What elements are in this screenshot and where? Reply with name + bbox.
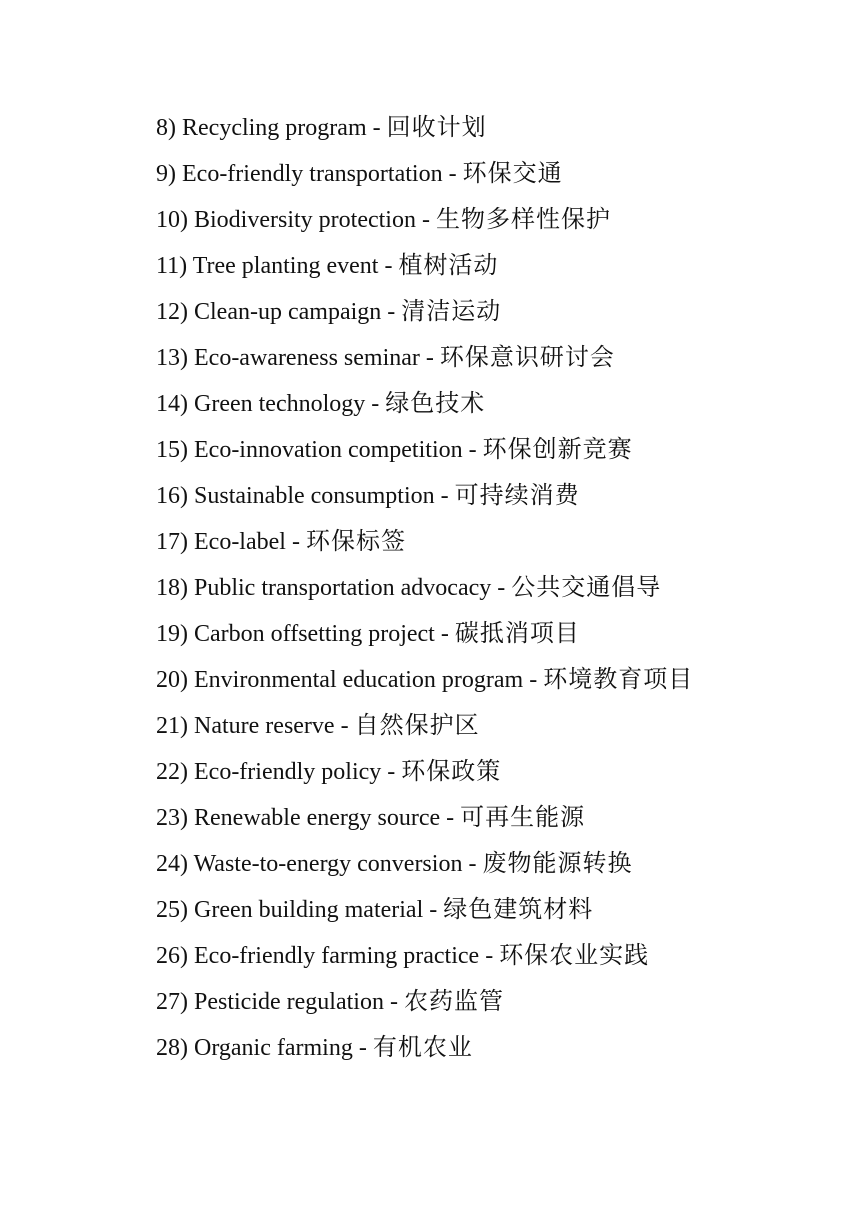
item-english: Tree planting event — [192, 253, 379, 279]
item-separator: - — [462, 851, 483, 877]
item-separator: - — [491, 575, 512, 601]
item-english: Sustainable consumption — [194, 483, 435, 509]
list-item — [133, 243, 733, 289]
item-chinese: 环保创新竞赛 — [482, 435, 633, 463]
list-item — [133, 1025, 733, 1071]
item-separator: - — [523, 667, 544, 693]
item-number: 20) — [156, 667, 188, 693]
item-english: Environmental education program — [194, 667, 524, 693]
item-number: 14) — [156, 391, 188, 417]
list-item — [133, 657, 733, 703]
item-english: Eco-friendly transportation — [182, 161, 443, 187]
item-english: Green building material — [194, 897, 424, 923]
list-item — [133, 335, 733, 381]
item-english: Recycling program — [182, 115, 367, 141]
item-chinese: 可持续消费 — [454, 481, 580, 509]
item-chinese: 环保意识研讨会 — [439, 343, 615, 371]
item-separator: - — [440, 805, 461, 831]
item-number: 8) — [156, 115, 176, 141]
item-separator: - — [366, 115, 387, 141]
item-separator: - — [352, 1035, 373, 1061]
list-item — [133, 749, 733, 795]
item-separator: - — [365, 391, 386, 417]
list-item — [133, 427, 733, 473]
item-separator: - — [479, 943, 500, 969]
item-separator: - — [415, 207, 436, 233]
item-english: Organic farming — [194, 1035, 353, 1061]
item-chinese: 绿色技术 — [385, 389, 486, 417]
item-chinese: 环保标签 — [305, 527, 406, 555]
list-item — [133, 703, 733, 749]
item-chinese: 清洁运动 — [401, 297, 502, 325]
item-number: 24) — [156, 851, 188, 877]
item-separator: - — [381, 299, 402, 325]
item-separator: - — [381, 759, 402, 785]
item-number: 10) — [156, 207, 188, 233]
item-number: 15) — [156, 437, 188, 463]
item-chinese: 环境教育项目 — [543, 665, 694, 693]
list-item — [133, 197, 733, 243]
item-english: Eco-awareness seminar — [194, 345, 420, 371]
list-item — [133, 519, 733, 565]
list-item — [133, 795, 733, 841]
list-item — [133, 933, 733, 979]
item-english: Eco-friendly farming practice — [194, 943, 480, 969]
item-english: Renewable energy source — [194, 805, 441, 831]
item-english: Eco-friendly policy — [194, 759, 382, 785]
item-number: 13) — [156, 345, 188, 371]
item-chinese: 环保农业实践 — [499, 941, 650, 969]
list-item — [133, 611, 733, 657]
item-chinese: 生物多样性保护 — [435, 205, 611, 233]
item-chinese: 有机农业 — [372, 1033, 473, 1061]
list-item — [133, 473, 733, 519]
list-item — [133, 381, 733, 427]
item-english: Nature reserve — [194, 713, 335, 739]
item-chinese: 公共交通倡导 — [511, 573, 662, 601]
list-item — [133, 841, 733, 887]
item-chinese: 绿色建筑材料 — [443, 895, 594, 923]
item-number: 26) — [156, 943, 188, 969]
item-number: 18) — [156, 575, 188, 601]
item-english: Pesticide regulation — [194, 989, 384, 1015]
item-separator: - — [334, 713, 355, 739]
item-chinese: 环保政策 — [401, 757, 502, 785]
item-separator: - — [378, 253, 399, 279]
item-separator: - — [423, 897, 444, 923]
item-number: 23) — [156, 805, 188, 831]
item-separator: - — [419, 345, 440, 371]
list-item — [133, 151, 733, 197]
item-separator: - — [434, 483, 455, 509]
item-separator: - — [285, 529, 306, 555]
item-english: Public transportation advocacy — [194, 575, 492, 601]
item-english: Eco-label — [194, 529, 286, 555]
item-separator: - — [442, 161, 463, 187]
item-english: Carbon offsetting project — [194, 621, 435, 647]
item-chinese: 农药监管 — [403, 987, 504, 1015]
item-number: 11) — [156, 253, 188, 279]
item-chinese: 回收计划 — [386, 113, 487, 141]
item-number: 22) — [156, 759, 188, 785]
item-english: Clean-up campaign — [194, 299, 382, 325]
item-english: Green technology — [194, 391, 366, 417]
item-number: 16) — [156, 483, 188, 509]
vocabulary-list — [133, 105, 733, 1071]
item-english: Eco-innovation competition — [194, 437, 463, 463]
item-separator: - — [383, 989, 404, 1015]
item-chinese: 碳抵消项目 — [454, 619, 580, 647]
item-chinese: 废物能源转换 — [482, 849, 633, 877]
item-number: 27) — [156, 989, 188, 1015]
item-number: 25) — [156, 897, 188, 923]
item-number: 17) — [156, 529, 188, 555]
item-separator: - — [434, 621, 455, 647]
item-chinese: 自然保护区 — [354, 711, 480, 739]
item-english: Biodiversity protection — [194, 207, 416, 233]
item-number: 19) — [156, 621, 188, 647]
list-item — [133, 105, 733, 151]
list-item — [133, 289, 733, 335]
list-item — [133, 565, 733, 611]
item-number: 9) — [156, 161, 176, 187]
list-item — [133, 979, 733, 1025]
item-chinese: 可再生能源 — [460, 803, 586, 831]
item-number: 12) — [156, 299, 188, 325]
item-number: 21) — [156, 713, 188, 739]
item-number: 28) — [156, 1035, 188, 1061]
item-english: Waste-to-energy conversion — [193, 851, 463, 877]
list-item — [133, 887, 733, 933]
item-separator: - — [462, 437, 483, 463]
item-chinese: 植树活动 — [398, 251, 499, 279]
item-chinese: 环保交通 — [462, 159, 563, 187]
